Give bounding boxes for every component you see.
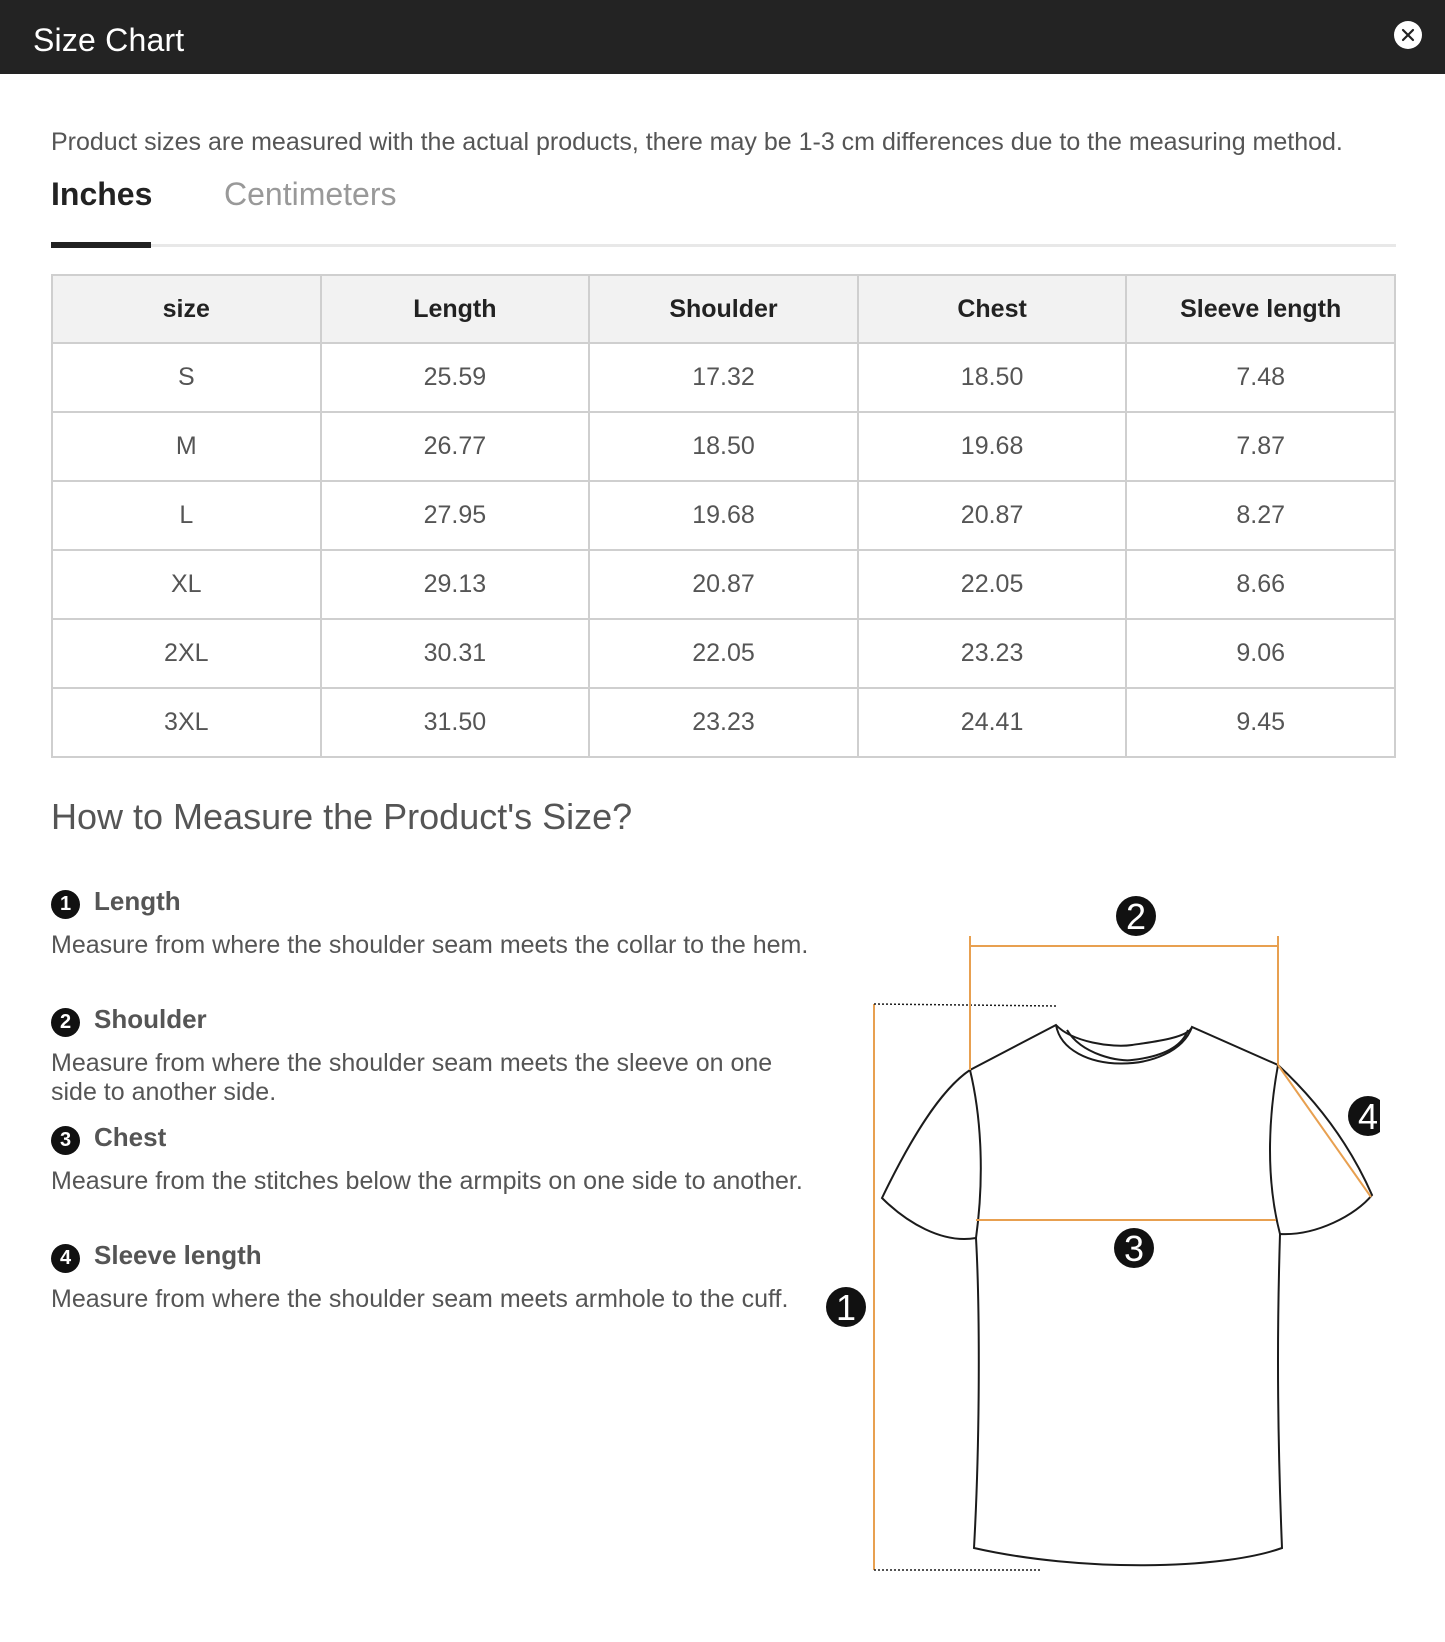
measure-item-chest (51, 1120, 821, 1238)
number-badge-icon: 2 (51, 1008, 80, 1037)
table-header-row (52, 275, 1395, 343)
column-header: Shoulder (589, 275, 858, 343)
measure-item-length (51, 884, 821, 1002)
table-cell: 19.68 (589, 481, 858, 550)
table-cell: 9.06 (1126, 619, 1395, 688)
table-cell: 7.48 (1126, 343, 1395, 412)
table-cell: 26.77 (321, 412, 590, 481)
table-row (52, 343, 1395, 412)
table-cell: 19.68 (858, 412, 1127, 481)
collar-inner-icon (1056, 1025, 1192, 1064)
table-row (52, 481, 1395, 550)
modal-title: Size Chart (33, 22, 185, 58)
table-row (52, 412, 1395, 481)
table-cell: 7.87 (1126, 412, 1395, 481)
table-cell: 8.27 (1126, 481, 1395, 550)
table-cell: 18.50 (589, 412, 858, 481)
measure-item-shoulder (51, 1002, 821, 1120)
table-cell: 27.95 (321, 481, 590, 550)
measure-guide-list (51, 884, 821, 1356)
table-cell: 3XL (52, 688, 321, 757)
table-cell: 30.31 (321, 619, 590, 688)
column-header: Sleeve length (1126, 275, 1395, 343)
tshirt-outline-icon (882, 1025, 1372, 1565)
tshirt-measure-diagram (820, 880, 1380, 1600)
table-cell: 17.32 (589, 343, 858, 412)
table-cell: 8.66 (1126, 550, 1395, 619)
marker-1-label: 1 (835, 1287, 857, 1328)
table-cell: 22.05 (858, 550, 1127, 619)
marker-3-icon (1114, 1228, 1154, 1269)
close-button[interactable] (1394, 21, 1422, 49)
marker-4-icon (1348, 1096, 1380, 1137)
table-cell: 23.23 (589, 688, 858, 757)
measure-guide-title: How to Measure the Product's Size? (51, 796, 633, 837)
number-badge-icon: 1 (51, 890, 80, 919)
number-badge-icon: 3 (51, 1126, 80, 1155)
table-row (52, 550, 1395, 619)
table-cell: 20.87 (858, 481, 1127, 550)
table-cell: 9.45 (1126, 688, 1395, 757)
marker-3-label: 3 (1123, 1228, 1145, 1269)
table-cell: 18.50 (858, 343, 1127, 412)
table-cell: XL (52, 550, 321, 619)
table-cell: 31.50 (321, 688, 590, 757)
number-badge-icon: 4 (51, 1244, 80, 1273)
table-row (52, 688, 1395, 757)
right-armhole-seam (1270, 1065, 1280, 1234)
column-header: size (52, 275, 321, 343)
unit-tabs (51, 176, 1396, 250)
table-cell: 24.41 (858, 688, 1127, 757)
column-header: Length (321, 275, 590, 343)
measure-label: Chest (94, 1122, 167, 1152)
modal-header (0, 0, 1445, 74)
marker-4-label: 4 (1357, 1096, 1379, 1137)
close-icon (1394, 21, 1422, 49)
measure-label: Length (94, 886, 181, 916)
table-cell: 23.23 (858, 619, 1127, 688)
measure-label: Shoulder (94, 1004, 207, 1034)
marker-2-icon (1116, 896, 1156, 937)
measure-description: Measure from where the shoulder seam meets armhole to the cuff. (51, 1285, 789, 1313)
table-row (52, 619, 1395, 688)
measure-description: Measure from where the shoulder seam meets the collar to the hem. (51, 931, 809, 959)
column-header: Chest (858, 275, 1127, 343)
table-cell: S (52, 343, 321, 412)
table-cell: M (52, 412, 321, 481)
table-cell: 29.13 (321, 550, 590, 619)
size-table (51, 274, 1396, 758)
measurement-notice: Product sizes are measured with the actual products, there may be 1-3 cm differences due to the measuring method. (51, 128, 1343, 156)
table-cell: 2XL (52, 619, 321, 688)
measure-description: Measure from the stitches below the armpits on one side to another. (51, 1167, 803, 1195)
table-cell: 25.59 (321, 343, 590, 412)
tab-inches[interactable]: Inches (51, 176, 153, 212)
tab-divider (51, 244, 1396, 247)
active-tab-indicator (51, 242, 151, 248)
table-cell: 20.87 (589, 550, 858, 619)
marker-1-icon (826, 1287, 866, 1328)
length-top-guide (874, 1004, 1056, 1006)
measure-item-sleeve-length (51, 1238, 821, 1356)
tab-centimeters[interactable]: Centimeters (224, 176, 397, 212)
marker-2-label: 2 (1125, 896, 1147, 937)
table-cell: 22.05 (589, 619, 858, 688)
table-cell: L (52, 481, 321, 550)
measure-label: Sleeve length (94, 1240, 262, 1270)
left-armhole-seam (970, 1070, 981, 1238)
measure-description: Measure from where the shoulder seam meets the sleeve on one side to another side. (51, 1049, 773, 1106)
